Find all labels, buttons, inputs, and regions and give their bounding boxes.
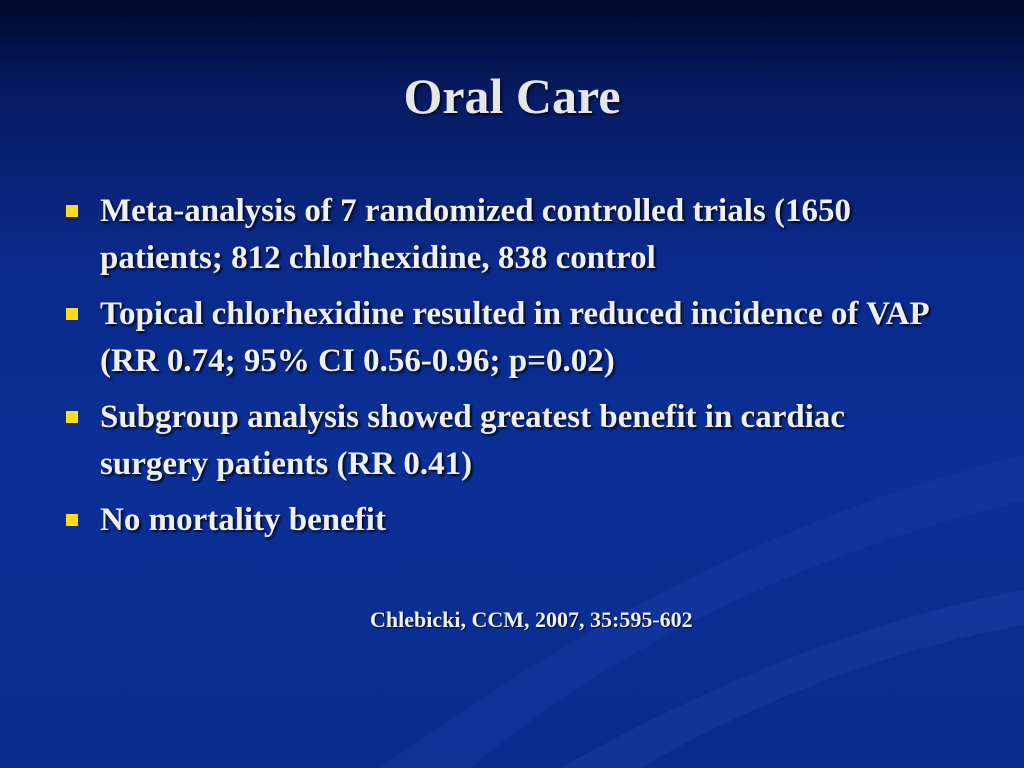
bullet-text: Meta-analysis of 7 randomized controlled trials (1650 patients; 812 chlorhexidine, 838 control (100, 193, 851, 276)
bullet-text: Subgroup analysis showed greatest benefit in cardiac surgery patients (RR 0.41) (100, 399, 846, 482)
bullet-list (60, 188, 960, 553)
square-bullet-icon (66, 205, 78, 217)
bullet-item (60, 497, 960, 544)
square-bullet-icon (66, 411, 78, 423)
citation: Chlebicki, CCM, 2007, 35:595-602 (370, 607, 693, 632)
bullet-item (60, 188, 960, 282)
bullet-text: Topical chlorhexidine resulted in reduced incidence of VAP (RR 0.74; 95% CI 0.56-0.96; p=0.02) (100, 296, 928, 379)
square-bullet-icon (66, 514, 78, 526)
bullet-text: No mortality benefit (100, 502, 386, 538)
slide-title: Oral Care (403, 68, 621, 124)
square-bullet-icon (66, 308, 78, 320)
bullet-item (60, 291, 960, 385)
bullet-item (60, 394, 960, 488)
